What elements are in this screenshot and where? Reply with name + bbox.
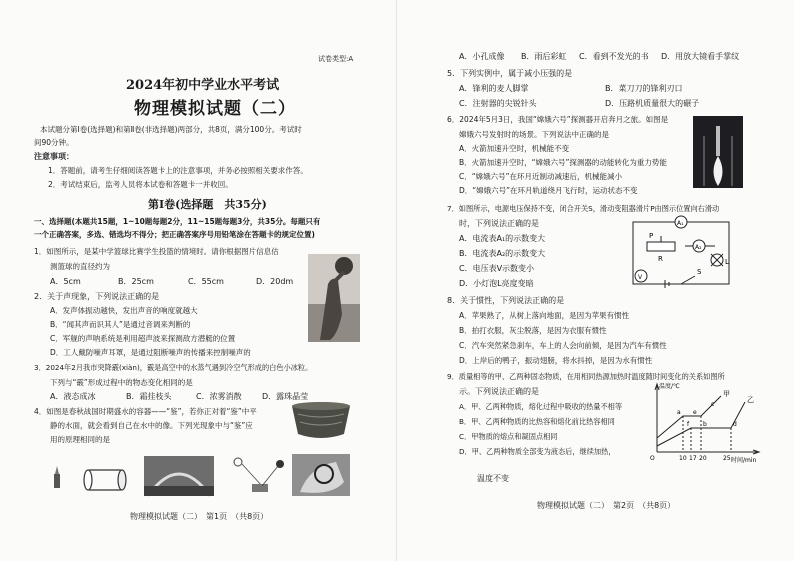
q9-stem-1: 9．质量相等的甲、乙两种固态物质，在用相同热源加热时温度随时间变化的关系如图所 (447, 372, 725, 381)
q9-option-a: A．甲、乙两种物质，熔化过程中吸收的热量不相等 (459, 402, 623, 411)
graph-ylabel: 温度/℃ (659, 383, 680, 390)
q5-option-d: D．压路机质量很大的碾子 (605, 99, 700, 108)
intro-line-1: 本试题分第Ⅰ卷(选择题)和第Ⅱ卷(非选择题)两部分，共8页，满分100分。考试时 (40, 125, 302, 134)
q2-option-c: C．军舰的声呐系统是利用超声波来探测敌方潜艇的位置 (50, 334, 236, 343)
graph-xtick-20: 20 (699, 455, 707, 462)
q7-stem-1: 7．如图所示，电源电压保持不变，闭合开关S，滑动变阻器滑片P由图示位置向右滑动 (447, 204, 720, 213)
q3-option-b: B．霜挂枝头 (126, 392, 172, 401)
circuit-label-r: R (658, 255, 663, 263)
q1-option-b: B．25cm (118, 277, 154, 286)
q3-option-d: D．露珠晶莹 (262, 392, 309, 401)
q1-stem-1: 1．如图所示，是某中学篮球比赛学生投篮的情境时。请你根据图片信息估 (34, 247, 279, 256)
graph-point-d: d (733, 421, 737, 428)
q5-option-b: B．菜刀刀的锋利刃口 (605, 84, 683, 93)
circuit-label-s: S (697, 268, 702, 276)
q5-stem: 5．下列实例中，属于减小压强的是 (447, 69, 573, 78)
intro-line-2: 间90分钟。 (34, 138, 74, 147)
q7-option-a: A．电流表A₁的示数变大 (459, 234, 546, 243)
left-footer: 物理模拟试题（二） 第1页 （共8页） (130, 512, 269, 521)
q4-stem-2: 静的水面，就会看到自己在水中的像。下列光现象中与“鉴”应 (50, 421, 253, 430)
q3-stem-2: 下列与“霰”形成过程中的物态变化相同的是 (50, 378, 193, 387)
q1-option-c: C．55cm (188, 277, 224, 286)
q6-option-a: A．火箭加速升空时，机械能不变 (459, 144, 570, 153)
q7-option-c: C．电压表V示数变小 (459, 264, 535, 273)
q9-option-b: B．甲、乙两种物质的比热容和熔化前比热容相同 (459, 417, 615, 426)
q2-option-b: B．“闻其声而识其人”是通过音调来判断的 (50, 320, 191, 329)
q5-option-c: C．注射器的尖锐针头 (459, 99, 537, 108)
q6-option-b: B．火箭加速升空时，“嫦娥六号”探测器的动能转化为重力势能 (459, 158, 667, 167)
q8-option-c: C．汽车突然紧急刹车，车上的人会向前倾，是因为汽车有惯性 (459, 341, 667, 350)
rocket-launch-photo (693, 116, 743, 188)
magnifier-palm-icon (292, 454, 350, 496)
q8-option-a: A．苹果熟了，从树上落向地面，是因为苹果有惯性 (459, 311, 630, 320)
bronze-jian-vessel-image (288, 398, 354, 442)
graph-xtick-10: 10 (679, 455, 687, 462)
graph-xtick-17: 17 (689, 455, 697, 462)
graph-point-a: a (677, 409, 681, 416)
q4-option-a: A．小孔成像 (459, 52, 505, 61)
q3-option-a: A．液态成冰 (50, 392, 96, 401)
q1-stem-2: 测篮球的直径约为 (50, 262, 110, 271)
q4-option-d: D．用放大镜看手掌纹 (661, 52, 740, 61)
q7-option-d: D．小灯泡L亮度变暗 (459, 279, 534, 288)
q4-option-b: B．雨后彩虹 (521, 52, 567, 61)
q7-option-b: B．电流表A₂的示数变大 (459, 249, 546, 258)
q6-stem-1: 6．2024年5月3日，我国“嫦娥六号”探测器开启奔月之旅。如图是 (447, 115, 669, 124)
q8-option-d: D．上岸后的鸭子，振动翅膀，将水抖掉，是因为水有惯性 (459, 356, 653, 365)
section-title: 第Ⅰ卷(选择题 共35分) (148, 198, 267, 211)
q4-stem-3: 用的原理相同的是 (50, 435, 110, 444)
book-reflection-icon (234, 458, 284, 492)
circuit-label-v: V (638, 274, 643, 281)
circuit-label-a1: A₁ (677, 220, 684, 227)
q9-option-d-tail: 温度不变 (477, 474, 509, 483)
q4-option-c: C．看到不发光的书 (579, 52, 649, 61)
q3-option-c: C．浓雾消散 (196, 392, 242, 401)
q2-option-d: D．工人戴防噪声耳罩，是通过阻断噪声的传播来控制噪声的 (50, 348, 251, 357)
mc-intro-2: 一个正确答案，多选、错选均不得分；把正确答案序号用铅笔涂在答题卡的规定位置) (34, 230, 315, 239)
q6-stem-2: 嫦娥六号发射时的场景。下列说法中正确的是 (459, 130, 609, 139)
basketball-player-photo (308, 254, 360, 342)
graph-point-e: e (693, 409, 697, 416)
q9-option-c: C．甲物质的熔点和凝固点相同 (459, 432, 558, 441)
graph-xlabel: 时间/min (731, 457, 757, 464)
notes-title: 注意事项： (34, 152, 74, 161)
q3-stem-1: 3．2024年2月我市突降霰(xiàn)，霰是高空中的水蒸气遇到冷空气形成的白色小冰粒。 (34, 363, 313, 372)
exam-subtitle: 物理模拟试题（二） (134, 99, 296, 119)
q8-stem: 8．关于惯性，下列说法正确的是 (447, 296, 565, 305)
q9-option-d: D．甲、乙两种物质全部变为液态后，继续加热， (459, 447, 616, 456)
rainbow-photo-icon (144, 456, 214, 496)
q4-option-images (52, 452, 352, 498)
circuit-label-l: L (725, 258, 729, 266)
pinhole-camera-icon (54, 466, 126, 490)
circuit-label-p: P (649, 232, 654, 240)
note-2: 2．考试结束后，监考人员将本试卷和答题卡一并收回。 (48, 180, 233, 189)
q2-option-a: A．发声体振动越快，发出声音的响度就越大 (50, 306, 198, 315)
temperature-time-graph (647, 378, 771, 464)
right-page (397, 0, 794, 561)
circuit-diagram (625, 214, 735, 290)
graph-point-c: c (711, 401, 715, 408)
q5-option-a: A．锋利的麦人脚掌 (459, 84, 529, 93)
graph-point-f: f (687, 421, 690, 428)
right-footer: 物理模拟试题（二） 第2页 （共8页） (537, 501, 676, 510)
mc-intro-1: 一、选择题(本题共15题，1~10题每题2分，11~15题每题3分，共35分。每题只有 (34, 217, 321, 226)
q2-stem: 2．关于声现象，下列说法正确的是 (34, 292, 160, 301)
paper-type: 试卷类型:A (318, 55, 354, 63)
exam-title: 2024年初中学业水平考试 (126, 78, 280, 93)
note-1: 1．答题前，请考生仔细阅读答题卡上的注意事项，并务必按照相关要求作答。 (48, 166, 308, 175)
graph-series-jia: 甲 (723, 390, 730, 398)
graph-xtick-25: 25 (723, 455, 731, 462)
q1-option-d: D．20dm (256, 277, 294, 286)
q6-option-d: D．“嫦娥六号”在环月轨道绕月飞行时，运动状态不变 (459, 186, 638, 195)
q6-option-c: C．“嫦娥六号”在环月近制动减速后，机械能减小 (459, 172, 623, 181)
graph-point-b: b (703, 421, 707, 428)
q7-stem-2: 时，下列说法正确的是 (459, 219, 539, 228)
q8-option-b: B．拍打衣服，灰尘脱落，是因为衣服有惯性 (459, 326, 607, 335)
graph-origin: O (650, 455, 655, 462)
graph-series-yi: 乙 (747, 396, 754, 404)
q1-option-a: A．5cm (50, 277, 81, 286)
circuit-label-a2: A₂ (695, 244, 702, 251)
q4-stem-1: 4．如图是春秋战国时期盛水的容器——“鉴”，若你正对着“鉴”中平 (34, 407, 257, 416)
q9-stem-2: 示。下列说法正确的是 (459, 387, 539, 396)
